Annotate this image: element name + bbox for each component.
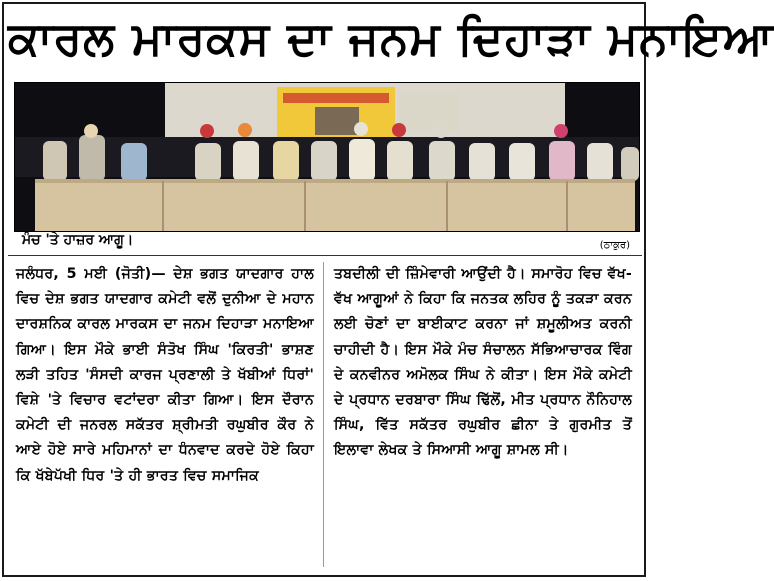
stage-table bbox=[35, 179, 635, 231]
article-column-right bbox=[334, 262, 632, 464]
column-divider bbox=[323, 262, 324, 567]
banner-stripe bbox=[283, 93, 389, 103]
separator-rule bbox=[8, 255, 642, 256]
banner-portrait bbox=[315, 107, 359, 135]
news-photo bbox=[14, 82, 640, 232]
stage-photo-graphic bbox=[15, 83, 639, 231]
wall-board bbox=[399, 93, 459, 131]
headline: ਕਾਰਲ ਮਾਰਕਸ ਦਾ ਜਨਮ ਦਿਹਾੜਾ ਮਨਾਇਆ bbox=[8, 11, 774, 65]
article-text-right: ਤਬਦੀਲੀ ਦੀ ਜ਼ਿੰਮੇਵਾਰੀ ਆਉਂਦੀ ਹੈ। ਸਮਾਰੋਹ ਵਿਚ ਵੱਖ-ਵੱਖ ਆਗੂਆਂ ਨੇ ਕਿਹਾ ਕਿ ਜਨਤਕ ਲਹਿਰ ਨੂੰ ਤਕੜਾ ਕਰਨ ਲਈ ਚੋਣਾਂ ਦਾ ਬਾਈਕਾਟ ਕਰਨਾ ਜਾਂ ਸ਼ਮੂਲੀਅਤ ਕਰਨੀ ਚਾਹੀਦੀ ਹੈ। ਇਸ ਮੌਕੇ ਮੰਚ ਸੰਚਾਲਨ ਸੱਭਿਆਚਾਰਕ ਵਿੰਗ ਦੇ ਕਨਵੀਨਰ ਅਮੋਲਕ ਸਿੰਘ ਨੇ ਕੀਤਾ। ਇਸ ਮੌਕੇ ਕਮੇਟੀ ਦੇ ਪ੍ਰਧਾਨ ਦਰਬਾਰਾ ਸਿੰਘ ਢਿੱਲੋਂ, ਮੀਤ ਪ੍ਰਧਾਨ ਨੌਨਿਹਾਲ ਸਿੰਘ, ਵਿੱਤ ਸਕੱਤਰ ਰਘੁਬੀਰ ਛੀਨਾ ਤੇ ਗੁਰਮੀਤ ਤੋਂ ਇਲਾਵਾ ਲੇਖਕ ਤੇ ਸਿਆਸੀ ਆਗੂ ਸ਼ਾਮਲ ਸੀ। bbox=[334, 266, 632, 459]
photo-credit: (ਠਾਕੁਰ) bbox=[599, 240, 630, 251]
table-edge bbox=[35, 179, 635, 183]
article-column-left bbox=[16, 262, 314, 489]
photo-caption: ਮੰਚ 'ਤੇ ਹਾਜ਼ਰ ਆਗੂ। bbox=[22, 232, 134, 248]
article-text-left: ਜਲੰਧਰ, 5 ਮਈ (ਜੋਤੀ)— ਦੇਸ਼ ਭਗਤ ਯਾਦਗਾਰ ਹਾਲ ਵਿਚ ਦੇਸ਼ ਭਗਤ ਯਾਦਗਾਰ ਕਮੇਟੀ ਵਲੋਂ ਦੁਨੀਆ ਦੇ ਮਹਾਨ ਦਾਰਸ਼ਨਿਕ ਕਾਰਲ ਮਾਰਕਸ ਦਾ ਜਨਮ ਦਿਹਾੜਾ ਮਨਾਇਆ ਗਿਆ। ਇਸ ਮੌਕੇ ਭਾਈ ਸੰਤੋਖ ਸਿੰਘ 'ਕਿਰਤੀ' ਭਾਸ਼ਣ ਲੜੀ ਤਹਿਤ 'ਸੰਸਦੀ ਕਾਰਜ ਪ੍ਰਣਾਲੀ ਤੇ ਖੱਬੀਆਂ ਧਿਰਾਂ' ਵਿਸ਼ੇ 'ਤੇ ਵਿਚਾਰ ਵਟਾਂਦਰਾ ਕੀਤਾ ਗਿਆ। ਇਸ ਦੌਰਾਨ ਕਮੇਟੀ ਦੀ ਜਨਰਲ ਸਕੱਤਰ ਸ਼੍ਰੀਮਤੀ ਰਘੁਬੀਰ ਕੌਰ ਨੇ ਆਏ ਹੋਏ ਸਾਰੇ ਮਹਿਮਾਨਾਂ ਦਾ ਧੰਨਵਾਦ ਕਰਦੇ ਹੋਏ ਕਿਹਾ ਕਿ ਖੱਬੇਪੱਖੀ ਧਿਰ 'ਤੇ ਹੀ ਭਾਰਤ ਵਿਚ ਸਮਾਜਿਕ bbox=[16, 266, 314, 484]
